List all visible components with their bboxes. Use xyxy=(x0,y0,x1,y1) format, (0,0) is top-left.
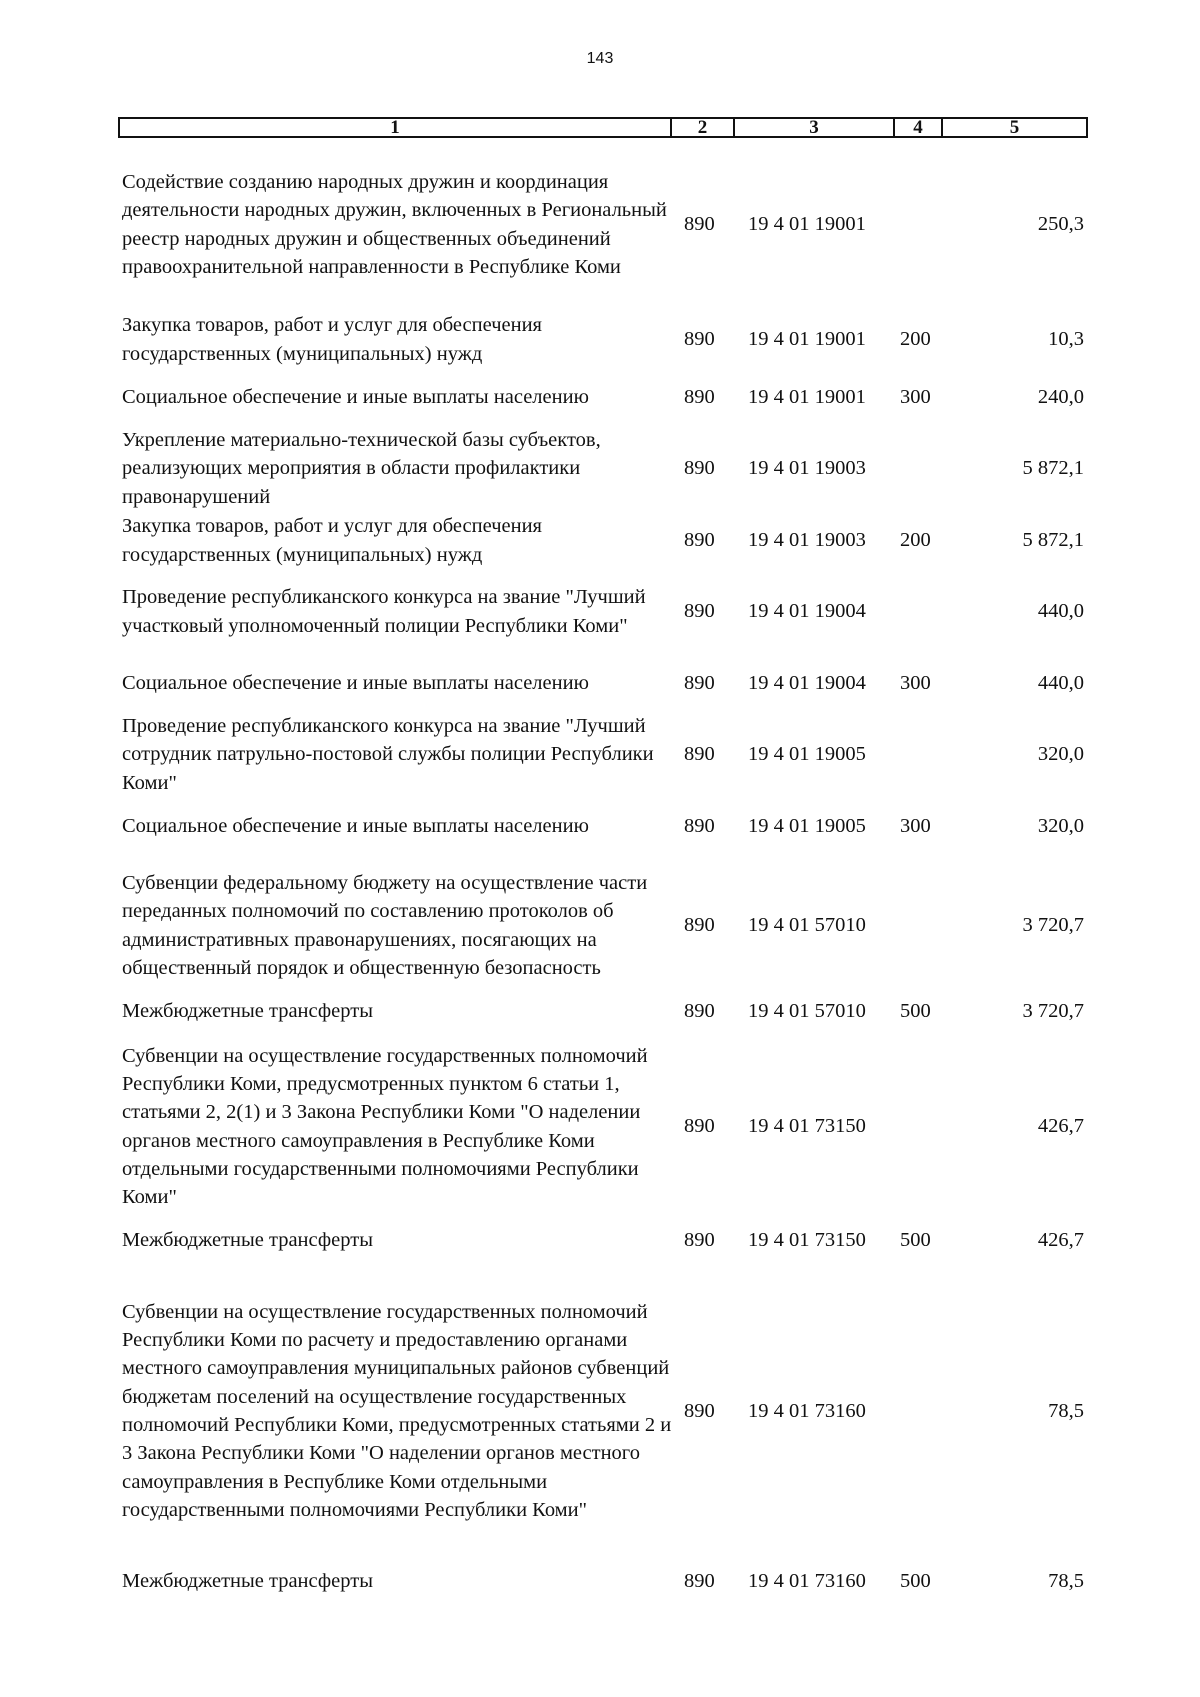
row-target-code: 19 4 01 19001 xyxy=(748,328,866,351)
row-target-code: 19 4 01 57010 xyxy=(748,1000,866,1023)
row-name: Социальное обеспечение и иные выплаты населению xyxy=(122,815,589,838)
row-target-code: 19 4 01 73160 xyxy=(748,1570,866,1593)
row-sum: 320,0 xyxy=(1037,743,1084,766)
table-row xyxy=(118,1226,1088,1255)
header-col-1: 1 xyxy=(390,117,400,138)
row-admin-code: 890 xyxy=(684,1229,715,1252)
row-admin-code: 890 xyxy=(684,328,715,351)
row-target-code: 19 4 01 19001 xyxy=(748,213,866,236)
row-admin-code: 890 xyxy=(684,1399,715,1422)
row-target-code: 19 4 01 19004 xyxy=(748,600,866,623)
row-sum: 5 872,1 xyxy=(1022,457,1084,480)
row-sum: 78,5 xyxy=(1048,1570,1084,1593)
row-admin-code: 890 xyxy=(684,672,715,695)
row-name: Межбюджетные трансферты xyxy=(122,1229,373,1252)
table-row xyxy=(118,812,1088,841)
row-sum: 3 720,7 xyxy=(1022,914,1084,937)
row-name: Субвенции на осуществление государственных полномочий Республики Коми, предусмотренных пунктом 6 статьи 1, статьями 2, 2(1) и 3 Закона Республики Коми "О наделении органов местного самоуправления в Республике Коми отдельными государственными полномочиями Республики Коми" xyxy=(122,1044,648,1209)
row-expense-type: 500 xyxy=(900,1000,931,1023)
row-expense-type: 500 xyxy=(900,1229,931,1252)
row-sum: 78,5 xyxy=(1048,1399,1084,1422)
row-admin-code: 890 xyxy=(684,1570,715,1593)
header-col-4: 4 xyxy=(893,119,941,136)
row-admin-code: 890 xyxy=(684,600,715,623)
row-name: Межбюджетные трансферты xyxy=(122,1570,373,1593)
table-row xyxy=(118,1269,1088,1553)
table-row xyxy=(118,855,1088,996)
row-sum: 5 872,1 xyxy=(1022,529,1084,552)
page-number: 143 xyxy=(586,50,614,67)
row-name: Закупка товаров, работ и услуг для обеспечения государственных (муниципальных) нужд xyxy=(122,515,542,566)
row-name: Проведение республиканского конкурса на звание "Лучший сотрудник патрульно-постовой службы полиции Республики Коми" xyxy=(122,715,654,794)
row-expense-type: 300 xyxy=(900,386,931,409)
table-row xyxy=(118,512,1088,569)
header-col-5: 5 xyxy=(941,119,1086,136)
row-target-code: 19 4 01 19003 xyxy=(748,457,866,480)
row-admin-code: 890 xyxy=(684,1115,715,1138)
table-row xyxy=(118,154,1088,295)
row-expense-type: 500 xyxy=(900,1570,931,1593)
row-admin-code: 890 xyxy=(684,1000,715,1023)
table-row xyxy=(118,712,1088,797)
row-sum: 250,3 xyxy=(1037,213,1084,236)
row-target-code: 19 4 01 73150 xyxy=(748,1229,866,1252)
row-sum: 426,7 xyxy=(1037,1115,1084,1138)
row-name: Проведение республиканского конкурса на звание "Лучший участковый уполномоченный полиции Республики Коми" xyxy=(122,586,646,637)
row-expense-type: 200 xyxy=(900,529,931,552)
header-col-2: 2 xyxy=(670,119,733,136)
row-admin-code: 890 xyxy=(684,457,715,480)
row-sum: 10,3 xyxy=(1048,328,1084,351)
row-name: Субвенции на осуществление государственных полномочий Республики Коми по расчету и предоставлению органами местного самоуправления муниципальных районов субвенций бюджетам поселений на осуществление государственных полномочий Республики Коми, предусмотренных статьями 2 и 3 Закона Республики Коми "О наделении органов местного самоуправления в Республике Коми отдельными государственными полномочиями Республики Коми" xyxy=(122,1300,672,1521)
row-name: Межбюджетные трансферты xyxy=(122,1000,373,1023)
row-target-code: 19 4 01 19005 xyxy=(748,743,866,766)
header-col-3: 3 xyxy=(733,119,893,136)
table-row xyxy=(118,569,1088,654)
row-admin-code: 890 xyxy=(684,914,715,937)
table-header xyxy=(118,117,1088,138)
row-sum: 440,0 xyxy=(1037,672,1084,695)
row-sum: 3 720,7 xyxy=(1022,1000,1084,1023)
table-row xyxy=(118,1041,1088,1212)
row-target-code: 19 4 01 19003 xyxy=(748,529,866,552)
row-name: Укрепление материально-технической базы субъектов, реализующих мероприятия в области профилактики правонарушений xyxy=(122,429,601,508)
row-sum: 426,7 xyxy=(1037,1229,1084,1252)
row-sum: 440,0 xyxy=(1037,600,1084,623)
row-target-code: 19 4 01 57010 xyxy=(748,914,866,937)
row-target-code: 19 4 01 19005 xyxy=(748,815,866,838)
table-row xyxy=(118,426,1088,511)
row-target-code: 19 4 01 73160 xyxy=(748,1399,866,1422)
table-row xyxy=(118,997,1088,1026)
row-expense-type: 200 xyxy=(900,328,931,351)
row-admin-code: 890 xyxy=(684,743,715,766)
row-sum: 320,0 xyxy=(1037,815,1084,838)
row-admin-code: 890 xyxy=(684,529,715,552)
table-row xyxy=(118,1567,1088,1596)
row-sum: 240,0 xyxy=(1037,386,1084,409)
row-admin-code: 890 xyxy=(684,386,715,409)
table-row xyxy=(118,383,1088,412)
row-name: Содействие созданию народных дружин и координация деятельности народных дружин, включенных в Региональный реестр народных дружин и общественных объединений правоохранительной направленности в Республике Коми xyxy=(122,170,667,278)
table-row xyxy=(118,311,1088,368)
row-admin-code: 890 xyxy=(684,213,715,236)
row-name: Субвенции федеральному бюджету на осуществление части переданных полномочий по составлению протоколов об административных правонарушениях, посягающих на общественный порядок и общественную безопасность xyxy=(122,871,648,979)
row-expense-type: 300 xyxy=(900,672,931,695)
row-name: Закупка товаров, работ и услуг для обеспечения государственных (муниципальных) нужд xyxy=(122,314,542,365)
row-name: Социальное обеспечение и иные выплаты населению xyxy=(122,672,589,695)
row-admin-code: 890 xyxy=(684,815,715,838)
row-name: Социальное обеспечение и иные выплаты населению xyxy=(122,386,589,409)
table-row xyxy=(118,669,1088,698)
row-expense-type: 300 xyxy=(900,815,931,838)
row-target-code: 19 4 01 19004 xyxy=(748,672,866,695)
row-target-code: 19 4 01 19001 xyxy=(748,386,866,409)
row-target-code: 19 4 01 73150 xyxy=(748,1115,866,1138)
